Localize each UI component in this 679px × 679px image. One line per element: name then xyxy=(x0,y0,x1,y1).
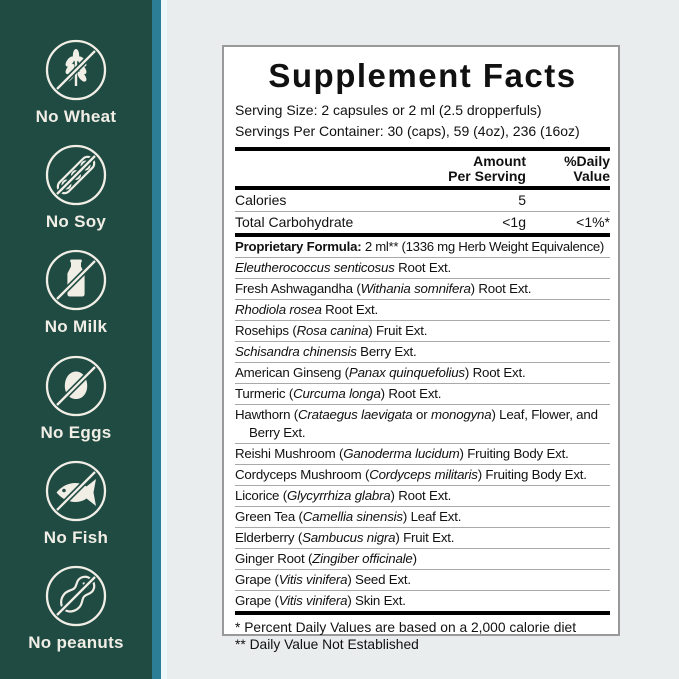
ingredient-row: Ginger Root (Zingiber officinale) xyxy=(235,551,417,566)
allergen-label: No Soy xyxy=(45,212,107,232)
nutrient-row-calories xyxy=(235,190,610,211)
footnotes xyxy=(235,620,610,653)
ingredient-row: Licorice (Glycyrrhiza glabra) Root Ext. xyxy=(235,488,452,503)
sidebar-pale-strip xyxy=(161,0,167,679)
allergen-item-no-wheat xyxy=(36,38,117,127)
no-fish-icon xyxy=(44,459,108,523)
footnote-dv-not-established: ** Daily Value Not Established xyxy=(235,636,419,652)
servings-per-container-line: Servings Per Container: 30 (caps), 59 (4oz), 236 (16oz) xyxy=(235,123,580,139)
ingredient-row: Reishi Mushroom (Ganoderma lucidum) Fruiting Body Ext. xyxy=(235,446,569,461)
ingredient-row: Eleutherococcus senticosus Root Ext. xyxy=(235,260,452,275)
ingredient-row: Cordyceps Mushroom (Cordyceps militaris) Fruiting Body Ext. xyxy=(235,467,587,482)
nutrient-daily: <1%* xyxy=(576,214,610,230)
ingredient-row: Rosehips (Rosa canina) Fruit Ext. xyxy=(235,323,428,338)
allergen-label: No Milk xyxy=(44,317,108,337)
allergen-label: No Wheat xyxy=(35,107,117,126)
allergen-label: No Eggs xyxy=(40,422,112,442)
allergen-sidebar xyxy=(0,0,152,679)
allergen-label: No Fish xyxy=(43,527,109,547)
sidebar-accent-strip xyxy=(152,0,161,679)
ingredient-list xyxy=(235,258,610,611)
column-headers xyxy=(235,151,610,186)
allergen-item-no-fish xyxy=(44,459,108,548)
amount-column-header: Amount Per Serving xyxy=(448,153,526,184)
nutrient-amount: 5 xyxy=(518,192,526,208)
allergen-item-no-eggs xyxy=(40,354,111,443)
proprietary-formula-value: 2 ml** (1336 mg Herb Weight Equivalence) xyxy=(361,239,604,254)
supplement-facts-panel xyxy=(222,45,620,652)
no-wheat-icon xyxy=(44,38,108,102)
allergen-item-no-milk xyxy=(44,248,108,337)
ingredient-row: Schisandra chinensis Berry Ext. xyxy=(235,344,417,359)
ingredient-row: Rhodiola rosea Root Ext. xyxy=(235,302,379,317)
nutrient-table xyxy=(235,190,610,233)
nutrient-name: Calories xyxy=(235,192,287,208)
proprietary-formula-row xyxy=(235,237,610,257)
no-eggs-icon xyxy=(44,354,108,418)
ingredient-row: American Ginseng (Panax quinquefolius) Root Ext. xyxy=(235,365,526,380)
ingredient-row: Grape (Vitis vinifera) Skin Ext. xyxy=(235,593,406,608)
no-peanuts-icon xyxy=(44,564,108,628)
allergen-item-no-soy xyxy=(44,143,108,232)
ingredient-row: Grape (Vitis vinifera) Seed Ext. xyxy=(235,572,411,587)
ingredient-row: Green Tea (Camellia sinensis) Leaf Ext. xyxy=(235,509,462,524)
nutrient-row-total-carbohydrate xyxy=(235,212,610,233)
no-milk-icon xyxy=(44,248,108,312)
ingredient-row: Turmeric (Curcuma longa) Root Ext. xyxy=(235,386,442,401)
serving-size-line: Serving Size: 2 capsules or 2 ml (2.5 dropperfuls) xyxy=(235,102,542,118)
nutrient-name: Total Carbohydrate xyxy=(235,214,354,230)
allergen-label: No peanuts xyxy=(28,632,124,652)
no-soy-icon xyxy=(44,143,108,207)
proprietary-formula-label: Proprietary Formula: xyxy=(235,239,362,254)
panel-title: Supplement Facts xyxy=(268,57,577,94)
nutrient-amount: <1g xyxy=(502,214,526,230)
thick-rule xyxy=(235,611,610,615)
allergen-list xyxy=(0,0,152,679)
allergen-item-no-peanuts xyxy=(28,564,124,653)
ingredient-row: Elderberry (Sambucus nigra) Fruit Ext. xyxy=(235,530,455,545)
footnote-daily-values: * Percent Daily Values are based on a 2,000 calorie diet xyxy=(235,620,577,635)
nutrient-daily xyxy=(526,191,610,210)
ingredient-row: Hawthorn (Crataegus laevigata or monogyna) Leaf, Flower, and Berry Ext. xyxy=(235,407,598,440)
daily-value-column-header: %Daily Value xyxy=(564,153,610,184)
ingredient-row: Fresh Ashwagandha (Withania somnifera) Root Ext. xyxy=(235,281,532,296)
